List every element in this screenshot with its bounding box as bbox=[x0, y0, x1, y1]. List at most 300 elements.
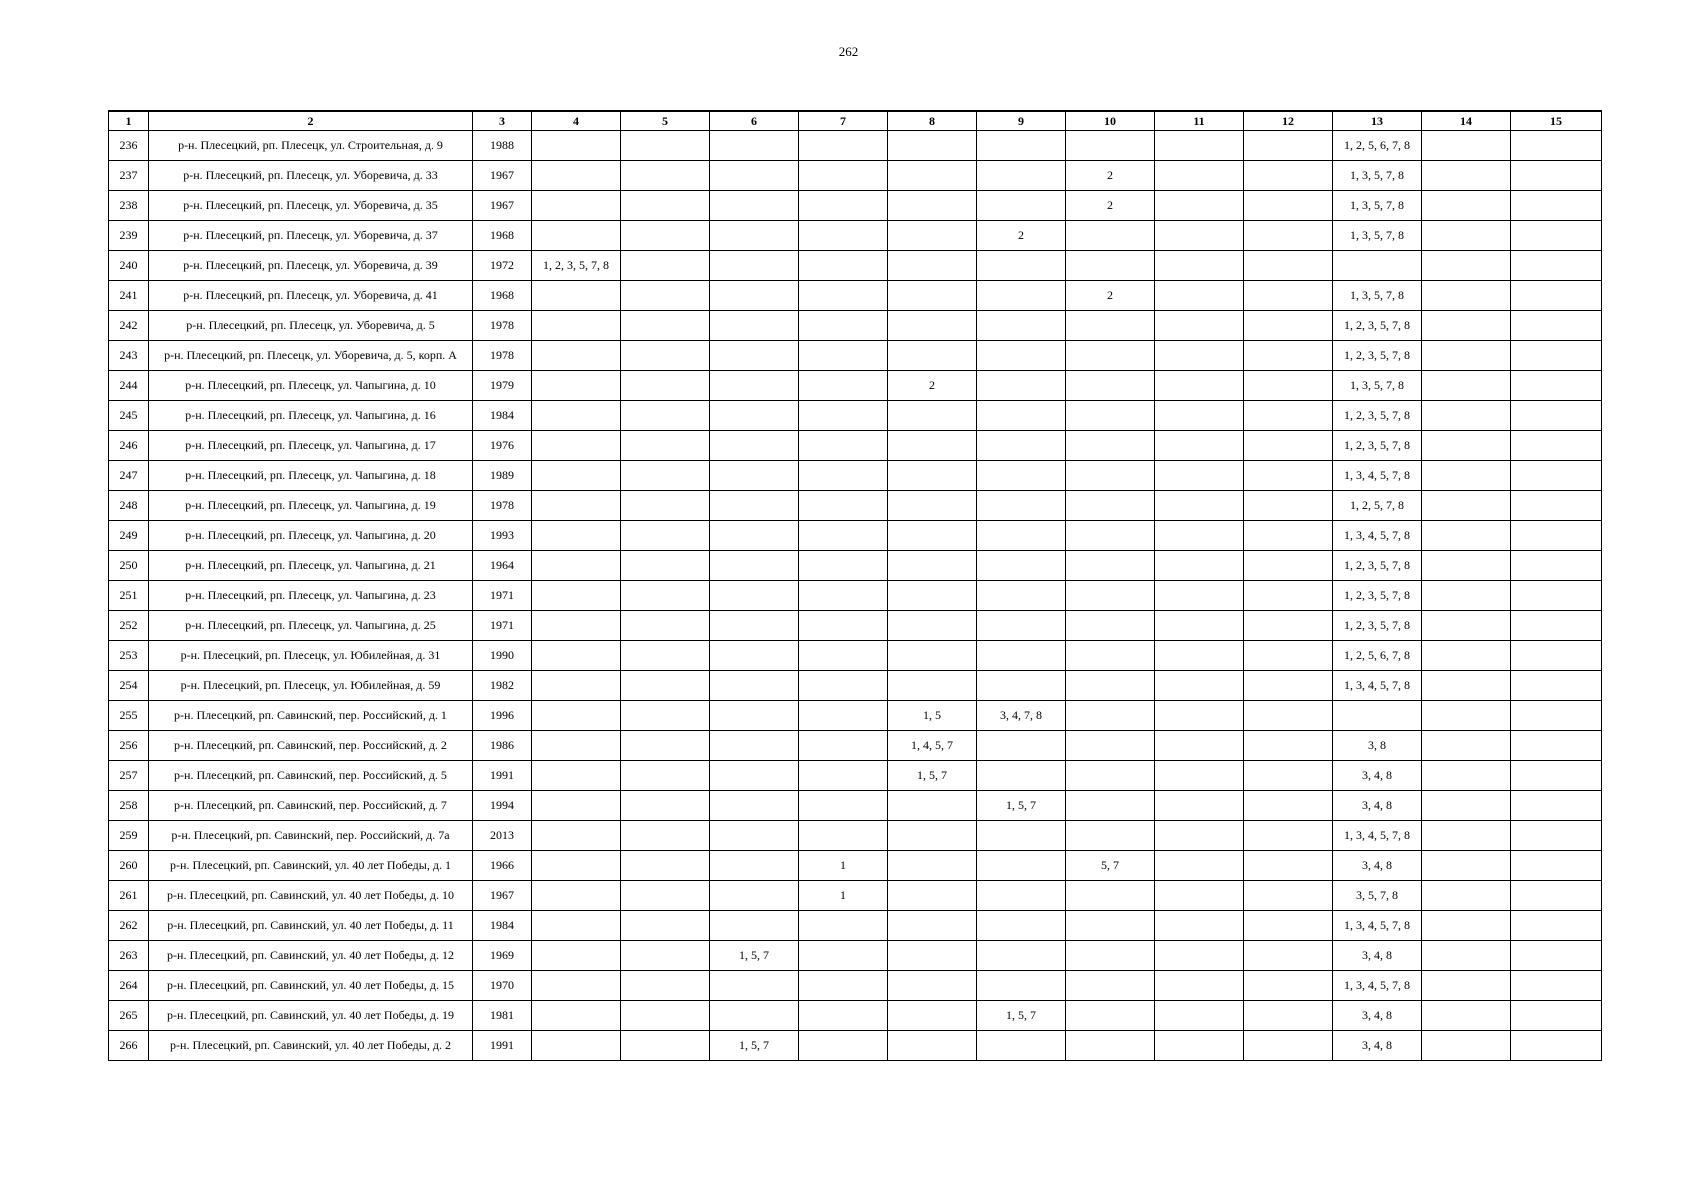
table-cell-col-7 bbox=[799, 401, 888, 431]
table-cell-col-9 bbox=[977, 281, 1066, 311]
table-cell-col-6 bbox=[710, 221, 799, 251]
table-cell-col-7 bbox=[799, 191, 888, 221]
table-cell-col-3: 1970 bbox=[473, 971, 532, 1001]
table-cell-col-7 bbox=[799, 131, 888, 161]
table-cell-col-7 bbox=[799, 791, 888, 821]
table-cell-col-5 bbox=[621, 311, 710, 341]
table-cell-col-9 bbox=[977, 401, 1066, 431]
table-cell-col-3: 1989 bbox=[473, 461, 532, 491]
table-cell-col-5 bbox=[621, 1031, 710, 1061]
table-cell-col-9 bbox=[977, 161, 1066, 191]
column-header-9: 9 bbox=[977, 111, 1066, 131]
table-cell-col-4 bbox=[532, 611, 621, 641]
table-cell-col-11 bbox=[1155, 791, 1244, 821]
table-cell-col-10 bbox=[1066, 641, 1155, 671]
table-cell-col-7 bbox=[799, 311, 888, 341]
table-cell-col-11 bbox=[1155, 311, 1244, 341]
table-cell-col-11 bbox=[1155, 281, 1244, 311]
table-cell-col-9 bbox=[977, 461, 1066, 491]
table-cell-col-14 bbox=[1422, 521, 1511, 551]
table-cell-col-15 bbox=[1511, 521, 1602, 551]
table-cell-col-6 bbox=[710, 581, 799, 611]
table-cell-col-3: 1993 bbox=[473, 521, 532, 551]
table-cell-col-4 bbox=[532, 161, 621, 191]
table-cell-col-10 bbox=[1066, 521, 1155, 551]
table-cell-col-4 bbox=[532, 971, 621, 1001]
table-cell-col-8 bbox=[888, 491, 977, 521]
table-row bbox=[109, 221, 1602, 251]
table-cell-col-5 bbox=[621, 791, 710, 821]
table-cell-col-12 bbox=[1244, 941, 1333, 971]
table-cell-col-9 bbox=[977, 311, 1066, 341]
table-cell-col-4 bbox=[532, 131, 621, 161]
table-cell-col-8 bbox=[888, 1001, 977, 1031]
table-cell-col-7 bbox=[799, 461, 888, 491]
table-cell-col-4 bbox=[532, 311, 621, 341]
table-cell-col-2: р-н. Плесецкий, рп. Плесецк, ул. Юбилейная, д. 31 bbox=[149, 641, 473, 671]
table-cell-col-12 bbox=[1244, 431, 1333, 461]
table-cell-col-1: 242 bbox=[109, 311, 149, 341]
table-cell-col-1: 244 bbox=[109, 371, 149, 401]
table-cell-col-8: 1, 4, 5, 7 bbox=[888, 731, 977, 761]
table-cell-col-6 bbox=[710, 491, 799, 521]
table-cell-col-12 bbox=[1244, 731, 1333, 761]
table-cell-col-12 bbox=[1244, 791, 1333, 821]
table-cell-col-10 bbox=[1066, 371, 1155, 401]
table-cell-col-7 bbox=[799, 221, 888, 251]
table-cell-col-2: р-н. Плесецкий, рп. Савинский, ул. 40 лет Победы, д. 15 bbox=[149, 971, 473, 1001]
table-cell-col-10 bbox=[1066, 971, 1155, 1001]
table-cell-col-6 bbox=[710, 191, 799, 221]
table-cell-col-4 bbox=[532, 1001, 621, 1031]
table-cell-col-12 bbox=[1244, 1001, 1333, 1031]
table-cell-col-2: р-н. Плесецкий, рп. Савинский, пер. Российский, д. 7а bbox=[149, 821, 473, 851]
table-cell-col-12 bbox=[1244, 821, 1333, 851]
table-cell-col-13: 1, 3, 4, 5, 7, 8 bbox=[1333, 821, 1422, 851]
table-cell-col-15 bbox=[1511, 341, 1602, 371]
table-cell-col-8 bbox=[888, 221, 977, 251]
table-cell-col-9 bbox=[977, 851, 1066, 881]
table-cell-col-9 bbox=[977, 521, 1066, 551]
table-cell-col-4 bbox=[532, 731, 621, 761]
table-cell-col-4 bbox=[532, 671, 621, 701]
table-cell-col-3: 1966 bbox=[473, 851, 532, 881]
table-cell-col-3: 1994 bbox=[473, 791, 532, 821]
table-cell-col-14 bbox=[1422, 251, 1511, 281]
table-cell-col-9 bbox=[977, 671, 1066, 701]
table-cell-col-5 bbox=[621, 971, 710, 1001]
table-cell-col-9 bbox=[977, 1031, 1066, 1061]
table-cell-col-13 bbox=[1333, 251, 1422, 281]
table-cell-col-13: 1, 2, 3, 5, 7, 8 bbox=[1333, 341, 1422, 371]
table-cell-col-15 bbox=[1511, 131, 1602, 161]
table-cell-col-9 bbox=[977, 491, 1066, 521]
table-cell-col-11 bbox=[1155, 461, 1244, 491]
table-cell-col-6 bbox=[710, 161, 799, 191]
table-cell-col-3: 1979 bbox=[473, 371, 532, 401]
table-cell-col-8: 1, 5 bbox=[888, 701, 977, 731]
column-header-8: 8 bbox=[888, 111, 977, 131]
table-cell-col-3: 1984 bbox=[473, 911, 532, 941]
table-cell-col-5 bbox=[621, 761, 710, 791]
table-cell-col-6 bbox=[710, 911, 799, 941]
table-cell-col-4 bbox=[532, 551, 621, 581]
table-row bbox=[109, 131, 1602, 161]
table-cell-col-15 bbox=[1511, 431, 1602, 461]
table-cell-col-4 bbox=[532, 371, 621, 401]
table-cell-col-2: р-н. Плесецкий, рп. Савинский, пер. Российский, д. 1 bbox=[149, 701, 473, 731]
table-cell-col-1: 259 bbox=[109, 821, 149, 851]
table-cell-col-2: р-н. Плесецкий, рп. Плесецк, ул. Уборевича, д. 39 bbox=[149, 251, 473, 281]
table-cell-col-3: 1968 bbox=[473, 221, 532, 251]
table-cell-col-10: 2 bbox=[1066, 191, 1155, 221]
table-cell-col-1: 260 bbox=[109, 851, 149, 881]
table-cell-col-6 bbox=[710, 521, 799, 551]
table-cell-col-13: 1, 2, 5, 6, 7, 8 bbox=[1333, 131, 1422, 161]
table-cell-col-7: 1 bbox=[799, 881, 888, 911]
table-cell-col-9 bbox=[977, 761, 1066, 791]
table-cell-col-8 bbox=[888, 581, 977, 611]
table-cell-col-12 bbox=[1244, 401, 1333, 431]
table-cell-col-5 bbox=[621, 131, 710, 161]
table-cell-col-2: р-н. Плесецкий, рп. Плесецк, ул. Чапыгина, д. 10 bbox=[149, 371, 473, 401]
table-cell-col-4 bbox=[532, 1031, 621, 1061]
table-cell-col-5 bbox=[621, 461, 710, 491]
table-cell-col-5 bbox=[621, 341, 710, 371]
table-row bbox=[109, 761, 1602, 791]
table-cell-col-10 bbox=[1066, 611, 1155, 641]
table-cell-col-10 bbox=[1066, 701, 1155, 731]
table-cell-col-9 bbox=[977, 341, 1066, 371]
table-cell-col-11 bbox=[1155, 1001, 1244, 1031]
table-cell-col-6 bbox=[710, 731, 799, 761]
table-cell-col-3: 1964 bbox=[473, 551, 532, 581]
table-cell-col-1: 266 bbox=[109, 1031, 149, 1061]
table-cell-col-7 bbox=[799, 671, 888, 701]
table-cell-col-14 bbox=[1422, 311, 1511, 341]
table-cell-col-2: р-н. Плесецкий, рп. Савинский, пер. Российский, д. 5 bbox=[149, 761, 473, 791]
table-cell-col-6: 1, 5, 7 bbox=[710, 941, 799, 971]
table-cell-col-6 bbox=[710, 761, 799, 791]
table-cell-col-11 bbox=[1155, 1031, 1244, 1061]
table-cell-col-2: р-н. Плесецкий, рп. Плесецк, ул. Чапыгина, д. 20 bbox=[149, 521, 473, 551]
table-row bbox=[109, 821, 1602, 851]
table-cell-col-12 bbox=[1244, 581, 1333, 611]
table-cell-col-10 bbox=[1066, 581, 1155, 611]
table-cell-col-2: р-н. Плесецкий, рп. Плесецк, ул. Уборевича, д. 33 bbox=[149, 161, 473, 191]
table-cell-col-8 bbox=[888, 461, 977, 491]
table-cell-col-9 bbox=[977, 881, 1066, 911]
table-cell-col-7 bbox=[799, 821, 888, 851]
table-cell-col-6 bbox=[710, 821, 799, 851]
table-row bbox=[109, 521, 1602, 551]
table-cell-col-2: р-н. Плесецкий, рп. Савинский, ул. 40 лет Победы, д. 10 bbox=[149, 881, 473, 911]
column-header-2: 2 bbox=[149, 111, 473, 131]
table-cell-col-12 bbox=[1244, 641, 1333, 671]
table-cell-col-2: р-н. Плесецкий, рп. Плесецк, ул. Чапыгина, д. 18 bbox=[149, 461, 473, 491]
table-cell-col-14 bbox=[1422, 671, 1511, 701]
column-header-14: 14 bbox=[1422, 111, 1511, 131]
table-cell-col-13: 1, 2, 5, 7, 8 bbox=[1333, 491, 1422, 521]
table-cell-col-2: р-н. Плесецкий, рп. Плесецк, ул. Чапыгина, д. 25 bbox=[149, 611, 473, 641]
table-cell-col-15 bbox=[1511, 461, 1602, 491]
table-cell-col-1: 245 bbox=[109, 401, 149, 431]
table-cell-col-8 bbox=[888, 671, 977, 701]
table-cell-col-12 bbox=[1244, 971, 1333, 1001]
table-cell-col-4 bbox=[532, 881, 621, 911]
table-cell-col-10: 2 bbox=[1066, 281, 1155, 311]
table-cell-col-4 bbox=[532, 341, 621, 371]
table-cell-col-2: р-н. Плесецкий, рп. Плесецк, ул. Уборевича, д. 5, корп. А bbox=[149, 341, 473, 371]
table-cell-col-10 bbox=[1066, 401, 1155, 431]
table-cell-col-15 bbox=[1511, 281, 1602, 311]
table-cell-col-9 bbox=[977, 731, 1066, 761]
table-cell-col-10 bbox=[1066, 311, 1155, 341]
table-cell-col-9 bbox=[977, 941, 1066, 971]
table-cell-col-13: 1, 3, 5, 7, 8 bbox=[1333, 371, 1422, 401]
table-cell-col-10: 2 bbox=[1066, 161, 1155, 191]
table-cell-col-4 bbox=[532, 851, 621, 881]
table-cell-col-14 bbox=[1422, 1001, 1511, 1031]
table-cell-col-10 bbox=[1066, 221, 1155, 251]
table-cell-col-6 bbox=[710, 251, 799, 281]
table-cell-col-1: 248 bbox=[109, 491, 149, 521]
table-cell-col-6 bbox=[710, 131, 799, 161]
table-cell-col-7 bbox=[799, 371, 888, 401]
table-cell-col-10 bbox=[1066, 431, 1155, 461]
table-cell-col-8 bbox=[888, 281, 977, 311]
table-cell-col-1: 262 bbox=[109, 911, 149, 941]
table-cell-col-1: 251 bbox=[109, 581, 149, 611]
table-cell-col-8 bbox=[888, 611, 977, 641]
table-cell-col-11 bbox=[1155, 551, 1244, 581]
table-cell-col-14 bbox=[1422, 611, 1511, 641]
table-cell-col-8 bbox=[888, 551, 977, 581]
table-cell-col-3: 1981 bbox=[473, 1001, 532, 1031]
column-header-1: 1 bbox=[109, 111, 149, 131]
table-cell-col-11 bbox=[1155, 401, 1244, 431]
table-cell-col-12 bbox=[1244, 131, 1333, 161]
table-cell-col-2: р-н. Плесецкий, рп. Савинский, ул. 40 лет Победы, д. 12 bbox=[149, 941, 473, 971]
table-cell-col-15 bbox=[1511, 791, 1602, 821]
table-row bbox=[109, 971, 1602, 1001]
table-cell-col-14 bbox=[1422, 941, 1511, 971]
table-cell-col-4 bbox=[532, 701, 621, 731]
table-cell-col-15 bbox=[1511, 881, 1602, 911]
table-cell-col-13: 1, 2, 5, 6, 7, 8 bbox=[1333, 641, 1422, 671]
table-cell-col-8 bbox=[888, 341, 977, 371]
table-row bbox=[109, 941, 1602, 971]
table-cell-col-10 bbox=[1066, 731, 1155, 761]
table-row bbox=[109, 461, 1602, 491]
table-cell-col-15 bbox=[1511, 851, 1602, 881]
table-cell-col-4 bbox=[532, 401, 621, 431]
table-cell-col-1: 254 bbox=[109, 671, 149, 701]
table-cell-col-8 bbox=[888, 641, 977, 671]
table-cell-col-14 bbox=[1422, 371, 1511, 401]
table-cell-col-7 bbox=[799, 251, 888, 281]
table-cell-col-7 bbox=[799, 971, 888, 1001]
table-cell-col-12 bbox=[1244, 161, 1333, 191]
table-cell-col-13: 3, 4, 8 bbox=[1333, 761, 1422, 791]
table-cell-col-11 bbox=[1155, 251, 1244, 281]
table-cell-col-7 bbox=[799, 341, 888, 371]
table-cell-col-5 bbox=[621, 191, 710, 221]
table-cell-col-8 bbox=[888, 431, 977, 461]
table-cell-col-13 bbox=[1333, 701, 1422, 731]
table-cell-col-12 bbox=[1244, 191, 1333, 221]
table-cell-col-3: 1978 bbox=[473, 491, 532, 521]
table-cell-col-15 bbox=[1511, 491, 1602, 521]
table-cell-col-13: 1, 3, 5, 7, 8 bbox=[1333, 161, 1422, 191]
table-cell-col-10 bbox=[1066, 251, 1155, 281]
column-header-4: 4 bbox=[532, 111, 621, 131]
table-row bbox=[109, 401, 1602, 431]
table-cell-col-3: 1988 bbox=[473, 131, 532, 161]
table-cell-col-5 bbox=[621, 581, 710, 611]
table-cell-col-3: 1984 bbox=[473, 401, 532, 431]
table-cell-col-8 bbox=[888, 851, 977, 881]
table-cell-col-3: 1976 bbox=[473, 431, 532, 461]
table-cell-col-13: 1, 3, 4, 5, 7, 8 bbox=[1333, 911, 1422, 941]
table-cell-col-15 bbox=[1511, 761, 1602, 791]
table-cell-col-10 bbox=[1066, 461, 1155, 491]
table-cell-col-1: 261 bbox=[109, 881, 149, 911]
table-cell-col-5 bbox=[621, 641, 710, 671]
table-cell-col-5 bbox=[621, 161, 710, 191]
table-cell-col-4 bbox=[532, 281, 621, 311]
table-cell-col-8 bbox=[888, 911, 977, 941]
table-cell-col-11 bbox=[1155, 671, 1244, 701]
table-cell-col-3: 1978 bbox=[473, 311, 532, 341]
table-cell-col-5 bbox=[621, 521, 710, 551]
table-cell-col-4 bbox=[532, 641, 621, 671]
table-cell-col-2: р-н. Плесецкий, рп. Плесецк, ул. Уборевича, д. 35 bbox=[149, 191, 473, 221]
table-cell-col-14 bbox=[1422, 731, 1511, 761]
table-cell-col-15 bbox=[1511, 371, 1602, 401]
table-cell-col-14 bbox=[1422, 191, 1511, 221]
table-cell-col-14 bbox=[1422, 491, 1511, 521]
table-cell-col-6 bbox=[710, 1001, 799, 1031]
table-cell-col-6 bbox=[710, 671, 799, 701]
table-cell-col-1: 246 bbox=[109, 431, 149, 461]
table-cell-col-10 bbox=[1066, 821, 1155, 851]
table-cell-col-9 bbox=[977, 431, 1066, 461]
column-header-11: 11 bbox=[1155, 111, 1244, 131]
table-cell-col-5 bbox=[621, 401, 710, 431]
table-cell-col-3: 1991 bbox=[473, 761, 532, 791]
table-cell-col-14 bbox=[1422, 221, 1511, 251]
table-cell-col-8 bbox=[888, 941, 977, 971]
table-cell-col-12 bbox=[1244, 1031, 1333, 1061]
table-cell-col-12 bbox=[1244, 881, 1333, 911]
table-cell-col-11 bbox=[1155, 371, 1244, 401]
column-header-12: 12 bbox=[1244, 111, 1333, 131]
table-cell-col-13: 3, 4, 8 bbox=[1333, 941, 1422, 971]
table-cell-col-4 bbox=[532, 221, 621, 251]
table-cell-col-12 bbox=[1244, 761, 1333, 791]
table-cell-col-15 bbox=[1511, 311, 1602, 341]
table-cell-col-7 bbox=[799, 701, 888, 731]
table-cell-col-14 bbox=[1422, 581, 1511, 611]
table-cell-col-14 bbox=[1422, 131, 1511, 161]
table-row bbox=[109, 251, 1602, 281]
table-cell-col-1: 236 bbox=[109, 131, 149, 161]
table-cell-col-2: р-н. Плесецкий, рп. Плесецк, ул. Чапыгина, д. 17 bbox=[149, 431, 473, 461]
table-cell-col-9: 1, 5, 7 bbox=[977, 1001, 1066, 1031]
table-cell-col-2: р-н. Плесецкий, рп. Плесецк, ул. Юбилейная, д. 59 bbox=[149, 671, 473, 701]
table-cell-col-4 bbox=[532, 521, 621, 551]
table-cell-col-13: 1, 3, 5, 7, 8 bbox=[1333, 191, 1422, 221]
table-cell-col-13: 3, 4, 8 bbox=[1333, 851, 1422, 881]
table-cell-col-10 bbox=[1066, 131, 1155, 161]
table-cell-col-14 bbox=[1422, 761, 1511, 791]
table-cell-col-14 bbox=[1422, 281, 1511, 311]
table-cell-col-15 bbox=[1511, 971, 1602, 1001]
table-cell-col-15 bbox=[1511, 191, 1602, 221]
table-row bbox=[109, 701, 1602, 731]
table-cell-col-5 bbox=[621, 821, 710, 851]
table-cell-col-8 bbox=[888, 251, 977, 281]
table-cell-col-6 bbox=[710, 881, 799, 911]
table-cell-col-4 bbox=[532, 581, 621, 611]
table-cell-col-5 bbox=[621, 551, 710, 581]
table-cell-col-9 bbox=[977, 911, 1066, 941]
table-cell-col-8 bbox=[888, 971, 977, 1001]
table-cell-col-1: 263 bbox=[109, 941, 149, 971]
column-header-3: 3 bbox=[473, 111, 532, 131]
table-cell-col-12 bbox=[1244, 461, 1333, 491]
table-cell-col-15 bbox=[1511, 701, 1602, 731]
table-cell-col-5 bbox=[621, 881, 710, 911]
table-row bbox=[109, 581, 1602, 611]
table-cell-col-1: 250 bbox=[109, 551, 149, 581]
table-cell-col-4 bbox=[532, 191, 621, 221]
table-cell-col-9 bbox=[977, 191, 1066, 221]
table-cell-col-5 bbox=[621, 851, 710, 881]
table-cell-col-11 bbox=[1155, 821, 1244, 851]
table-cell-col-8 bbox=[888, 311, 977, 341]
table-cell-col-10 bbox=[1066, 881, 1155, 911]
table-cell-col-9: 2 bbox=[977, 221, 1066, 251]
table-cell-col-13: 1, 3, 4, 5, 7, 8 bbox=[1333, 671, 1422, 701]
table-cell-col-11 bbox=[1155, 221, 1244, 251]
table-cell-col-11 bbox=[1155, 341, 1244, 371]
table-cell-col-11 bbox=[1155, 761, 1244, 791]
table-cell-col-8: 1, 5, 7 bbox=[888, 761, 977, 791]
table-cell-col-1: 241 bbox=[109, 281, 149, 311]
table-cell-col-12 bbox=[1244, 311, 1333, 341]
table-cell-col-2: р-н. Плесецкий, рп. Плесецк, ул. Уборевича, д. 41 bbox=[149, 281, 473, 311]
table-cell-col-8 bbox=[888, 521, 977, 551]
table-row bbox=[109, 881, 1602, 911]
table-cell-col-3: 1971 bbox=[473, 581, 532, 611]
table-cell-col-14 bbox=[1422, 851, 1511, 881]
table-row bbox=[109, 1001, 1602, 1031]
table-cell-col-7 bbox=[799, 161, 888, 191]
table-cell-col-4 bbox=[532, 911, 621, 941]
table-cell-col-13: 1, 3, 4, 5, 7, 8 bbox=[1333, 521, 1422, 551]
table-cell-col-11 bbox=[1155, 161, 1244, 191]
table-cell-col-9 bbox=[977, 971, 1066, 1001]
table-cell-col-9: 1, 5, 7 bbox=[977, 791, 1066, 821]
table-cell-col-3: 1967 bbox=[473, 881, 532, 911]
table-cell-col-4 bbox=[532, 791, 621, 821]
column-header-10: 10 bbox=[1066, 111, 1155, 131]
table-cell-col-15 bbox=[1511, 401, 1602, 431]
table-row bbox=[109, 791, 1602, 821]
table-cell-col-2: р-н. Плесецкий, рп. Савинский, ул. 40 лет Победы, д. 2 bbox=[149, 1031, 473, 1061]
